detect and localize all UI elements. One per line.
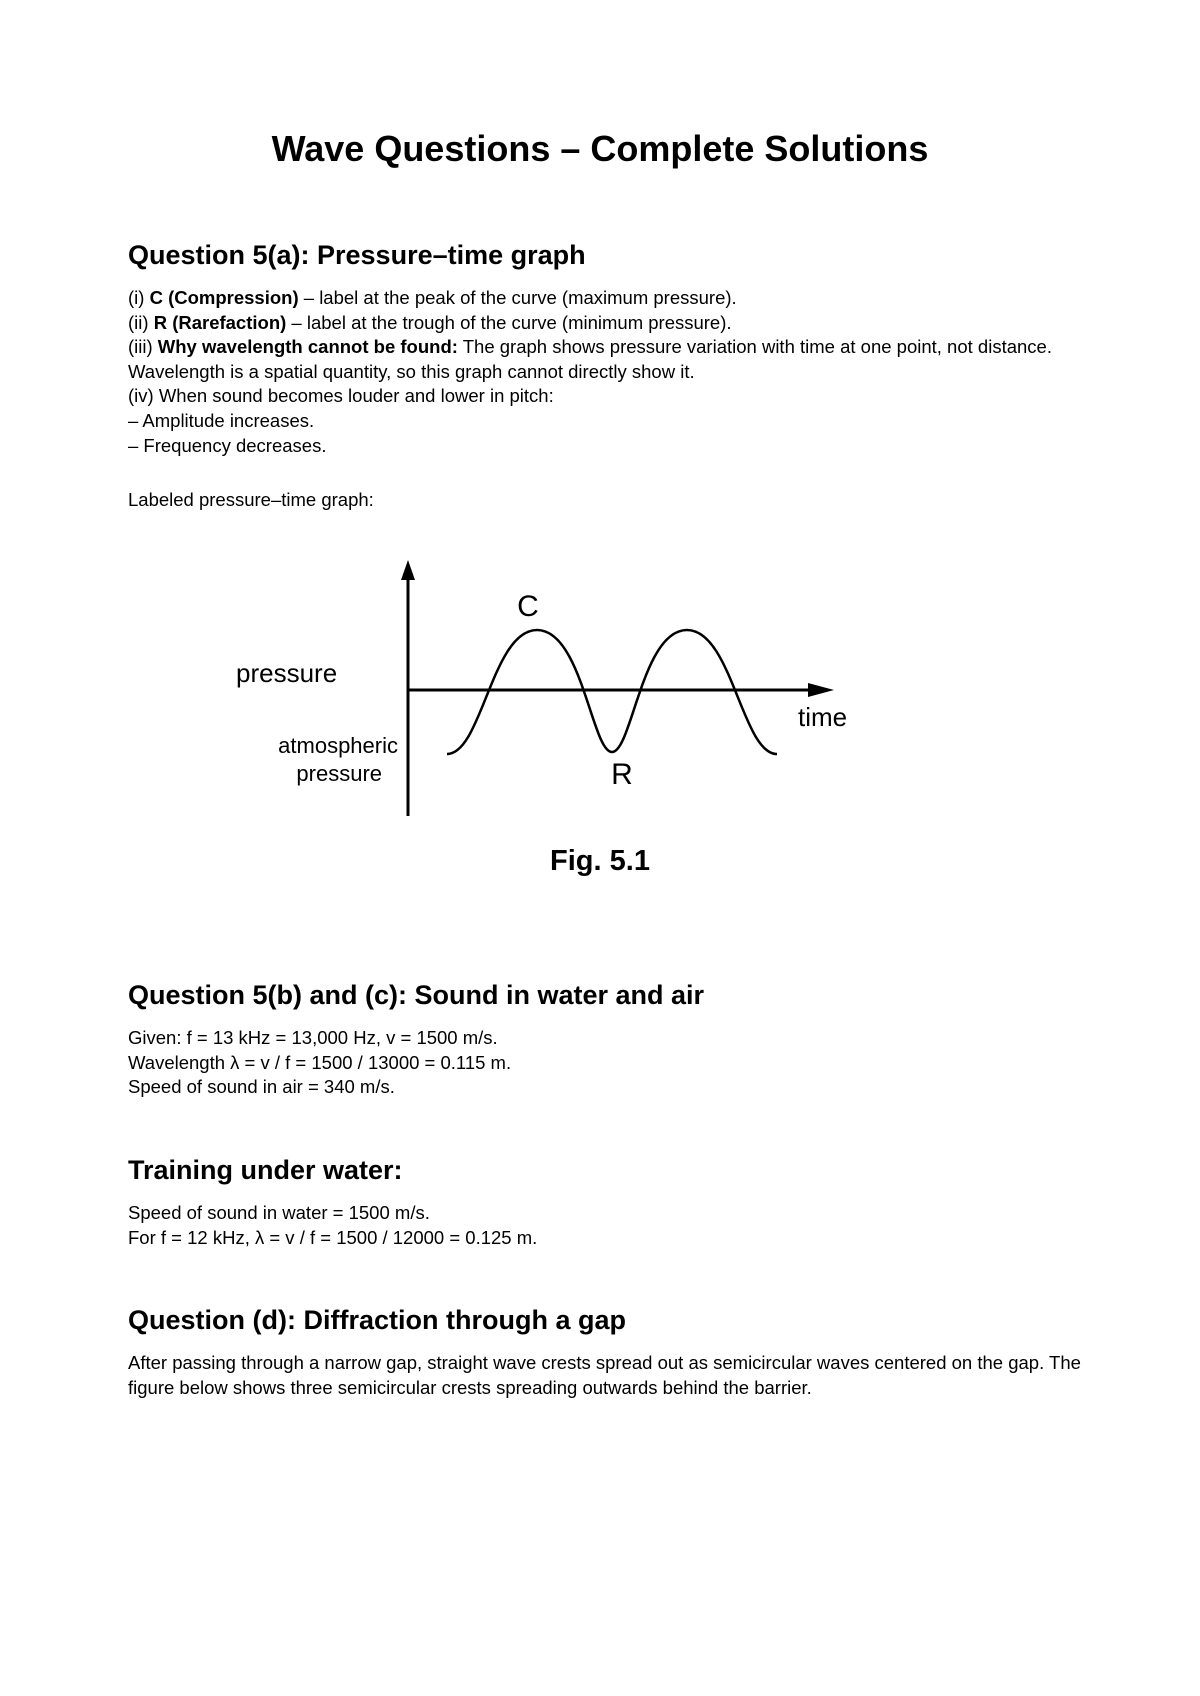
answer-iii-bold: Why wavelength cannot be found: [157, 336, 458, 358]
answer-ii-text: – label at the trough of the curve (minimum pressure). [286, 311, 732, 333]
time-axis-arrow-icon [808, 683, 834, 697]
answer-ii-prefix: (ii) [128, 311, 154, 333]
training-body [128, 1201, 1088, 1250]
q5bc-body [128, 1026, 1088, 1100]
answer-i-text: – label at the peak of the curve (maximum pressure). [298, 287, 737, 308]
time-axis-label: time [798, 702, 848, 732]
answer-iii [128, 335, 1088, 384]
rarefaction-label: R [611, 758, 633, 791]
heading-training: Training under water: [128, 1155, 403, 1185]
heading-question-5bc: Question 5(b) and (c): Sound in water and air [128, 980, 705, 1010]
answer-iv-frequency: – Frequency decreases. [128, 434, 327, 456]
answer-i [128, 286, 1088, 311]
given-line: Given: f = 13 kHz = 13,000 Hz, v = 1500 m/s. [128, 1027, 498, 1048]
diffraction-text: After passing through a narrow gap, straight wave crests spread out as semicircular waves centered on the gap. The figure below shows three semicircular crests spreading outwards behind the barrier. [128, 1352, 1081, 1398]
pressure-time-figure [220, 548, 900, 888]
wavelength-line: Wavelength λ = v / f = 1500 / 13000 = 0.115 m. [128, 1051, 512, 1073]
answer-ii [128, 311, 1088, 336]
pressure-axis-arrow-icon [401, 560, 415, 580]
answer-i-prefix: (i) [128, 287, 150, 308]
answer-iii-prefix: (iii) [128, 336, 158, 358]
compression-label: C [517, 590, 539, 623]
atmospheric-label-line1: atmospheric [278, 733, 398, 758]
answer-ii-bold: R (Rarefaction) [153, 311, 287, 333]
answer-iv: (iv) When sound becomes louder and lower in pitch: [128, 385, 554, 407]
heading-question-d: Question (d): Diffraction through a gap [128, 1305, 626, 1335]
answer-iii-text: The graph shows pressure variation with time at one point, not distance. Wavelength is a spatial quantity, so this graph cannot directly show it. [128, 336, 1052, 382]
speed-air-line: Speed of sound in air = 340 m/s. [128, 1076, 395, 1098]
speed-water-line: Speed of sound in water = 1500 m/s. [128, 1202, 430, 1223]
atmospheric-label-line2: pressure [296, 761, 382, 786]
pressure-axis-label: pressure [236, 658, 338, 688]
wavelength-12khz-line: For f = 12 kHz, λ = v / f = 1500 / 12000 = 0.125 m. [128, 1226, 538, 1248]
answer-i-bold: C (Compression) [149, 287, 299, 308]
heading-question-5a: Question 5(a): Pressure–time graph [128, 240, 586, 270]
q5a-answers [128, 286, 1088, 458]
answer-iv-amplitude: – Amplitude increases. [128, 409, 315, 431]
document-title: Wave Questions – Complete Solutions [271, 128, 929, 169]
figure-caption: Fig. 5.1 [550, 845, 650, 877]
graph-intro: Labeled pressure–time graph: [128, 489, 374, 510]
pressure-wave-curve [447, 630, 777, 754]
